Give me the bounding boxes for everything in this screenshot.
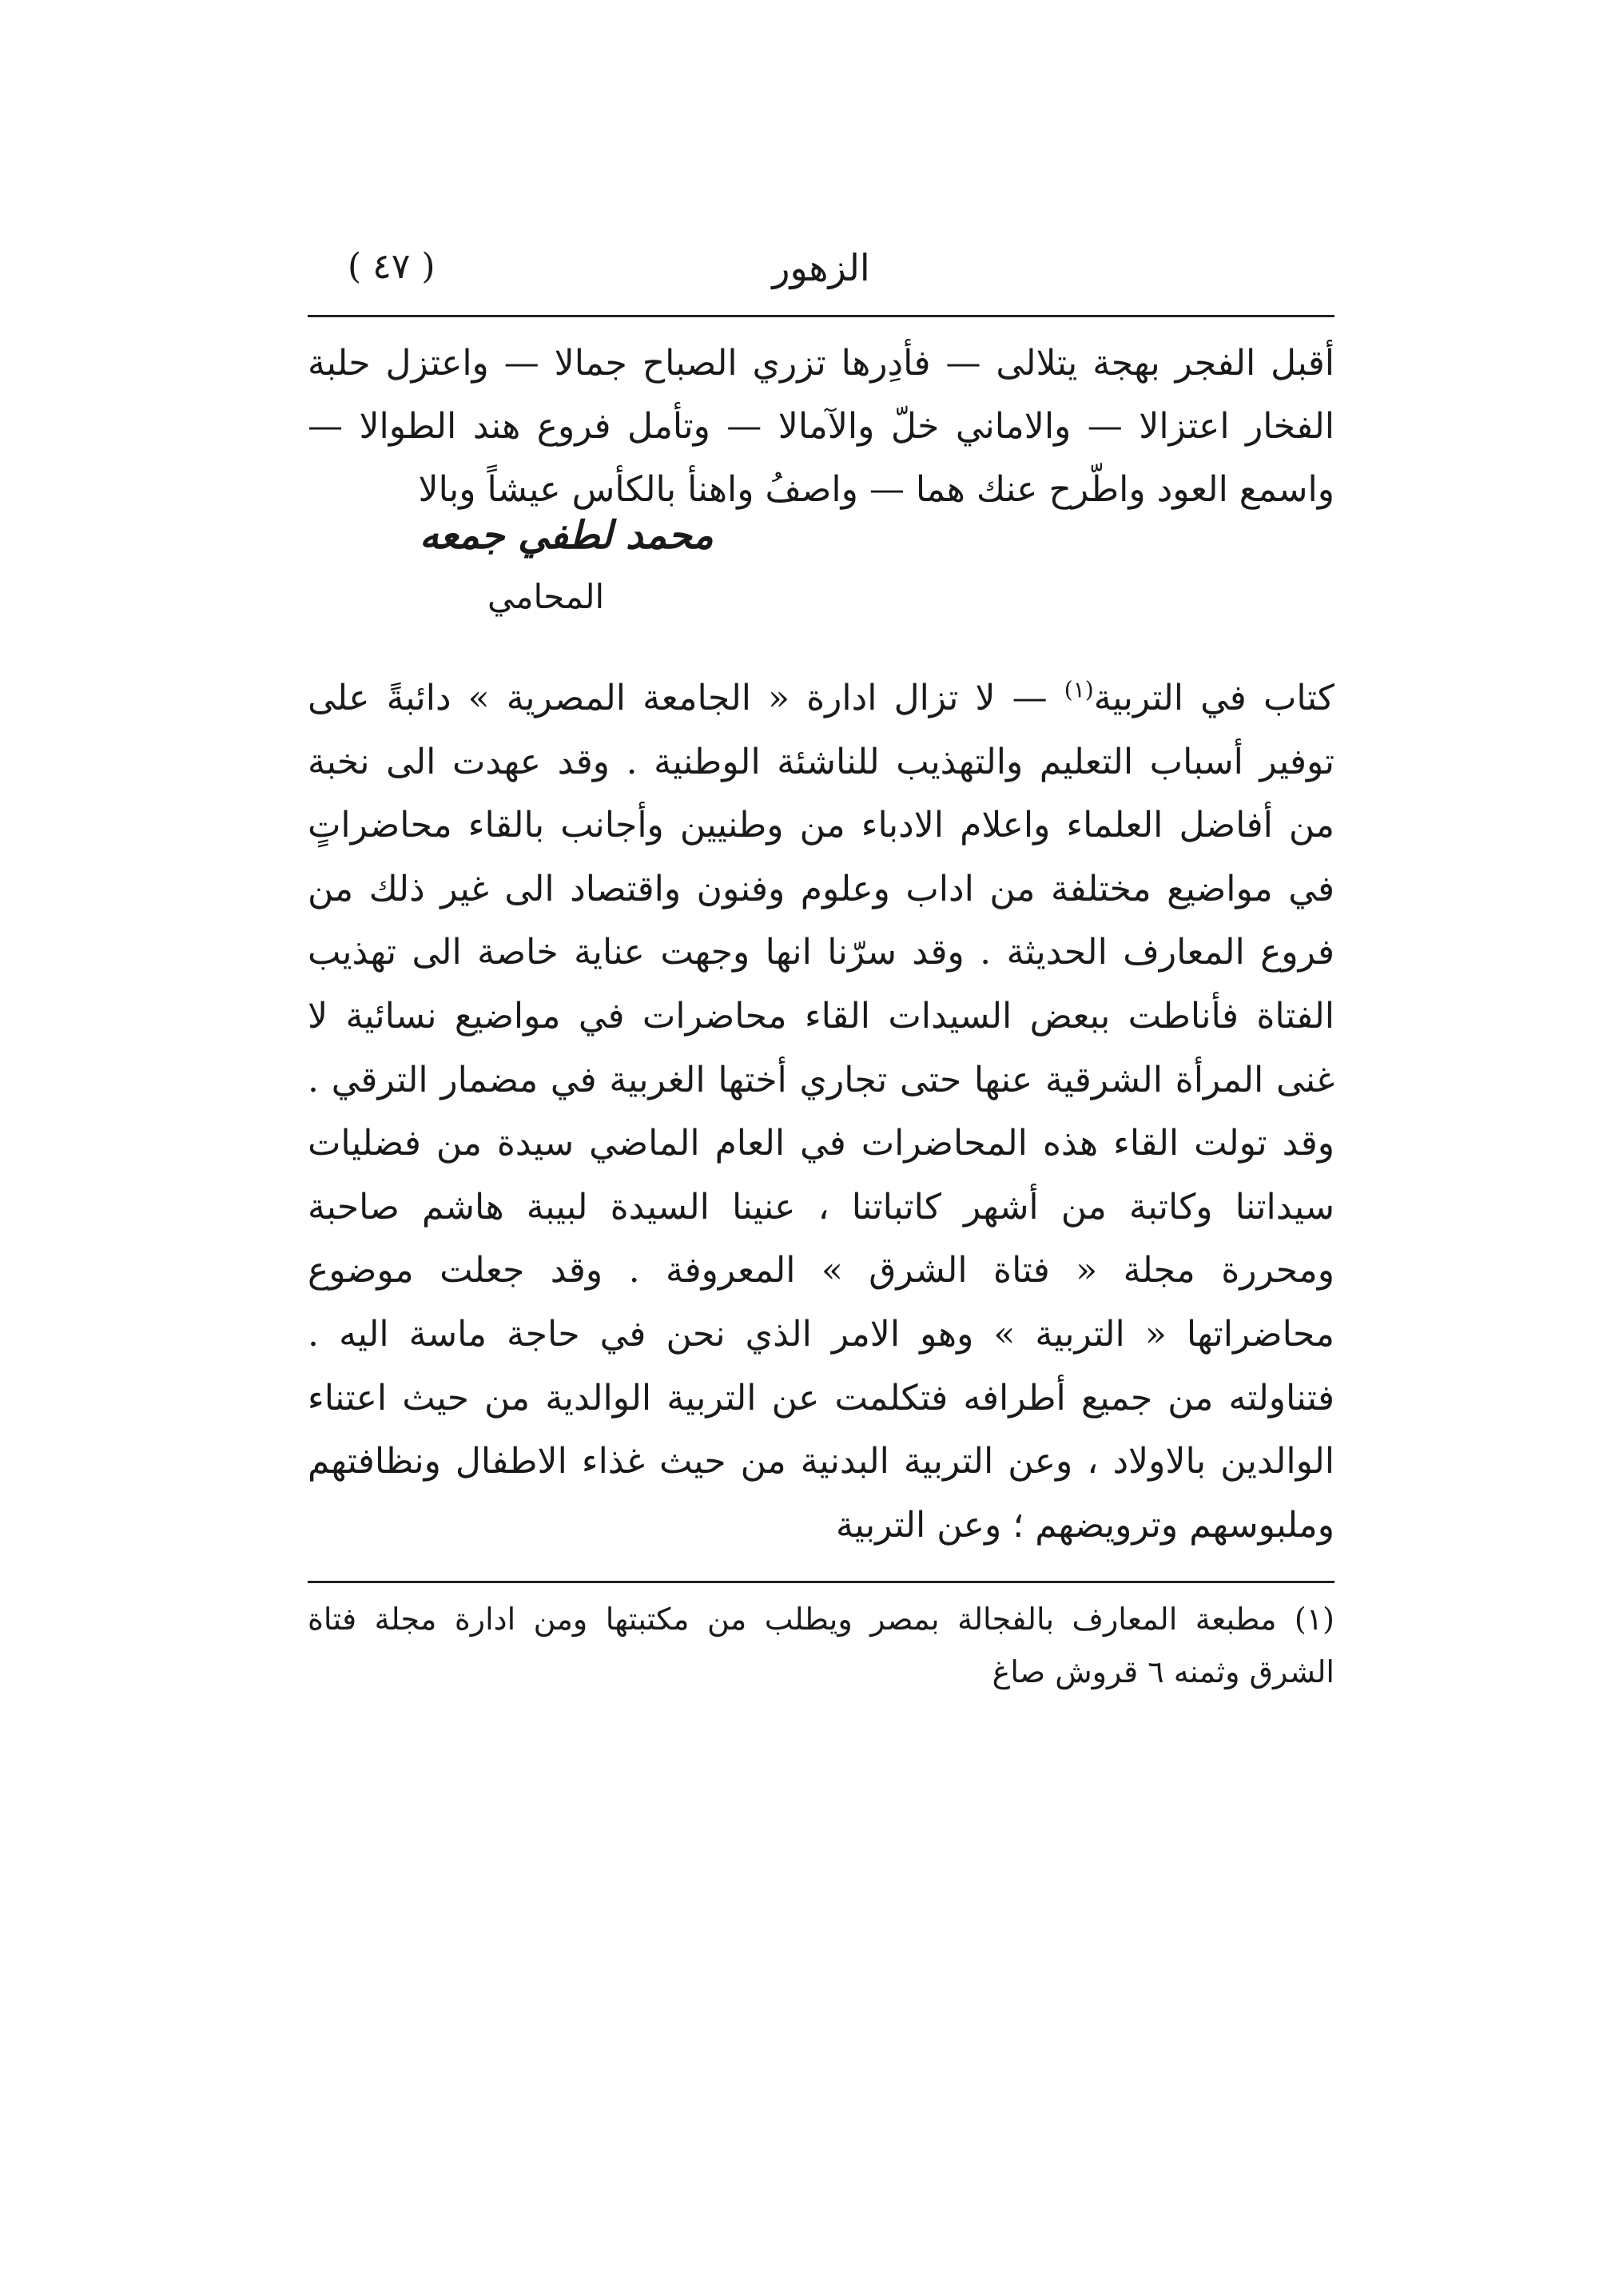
header-rule	[308, 315, 1335, 317]
page-header	[308, 240, 1335, 304]
page-number: ( ٤٧ )	[348, 246, 436, 287]
footnote-text: (١) مطبعة المعارف بالفجالة بمصر ويطلب من مكتبتها ومن ادارة مجلة فتاة الشرق وثمنه ٦ قروش صاغ	[308, 1602, 1335, 1690]
article-body: — لا تزال ادارة « الجامعة المصرية » دائبةً على توفير أسباب التعليم والتهذيب للناشئة الوطنية . وقد عهدت الى نخبة من أفاضل العلماء واعلام الادباء من وطنيين وأجانب بالقاء محاضراتٍ في مواضيع مختلفة من اداب وعلوم وفنون واقتصاد الى غير ذلك من فروع المعارف الحديثة . وقد سرّنا انها وجهت عناية خاصة الى تهذيب الفتاة فأناطت ببعض السيدات القاء محاضرات في مواضيع نسائية لا غنى المرأة الشرقية عنها حتى تجاري أختها الغربية في مضمار الترقي . وقد تولت القاء هذه المحاضرات في العام الماضي سيدة من فضليات سيداتنا وكاتبة من أشهر كاتباتنا ، عنينا السيدة لبيبة هاشم صاحبة ومحررة مجلة « فتاة الشرق » المعروفة . وقد جعلت موضوع محاضراتها « التربية » وهو الامر الذي نحن في حاجة ماسة اليه . فتناولته من جميع أطرافه فتكلمت عن التربية الوالدية من حيث اعتناء الوالدين بالاولاد ، وعن التربية البدنية من حيث غذاء الاطفال ونظافتهم وملبوسهم وترويضهم ؛ وعن التربية	[308, 678, 1335, 1546]
signature-name: محمد لطفي جمعه	[420, 513, 714, 558]
signature-role: المحامي	[487, 577, 605, 616]
footnote-rule	[308, 1581, 1335, 1583]
page-title: الزهور	[772, 246, 870, 289]
footnote-reference: (١)	[1064, 676, 1094, 703]
signature-block	[308, 513, 1335, 641]
article-heading: كتاب في التربية	[1093, 678, 1335, 718]
poem-text: أقبل الفجر بهجة يتلالى — فأدِرها تزري الصباح جمالا — واعتزل حلبة الفخار اعتزالا — والاماني خلّ والآمالا — وتأمل فروع هند الطوالا — واسمع العود واطّرح عنك هما — واصفُ واهنأ بالكأس عيشاً وبالا	[308, 343, 1335, 510]
book-page	[308, 240, 1335, 1698]
article-paragraph	[308, 667, 1335, 1557]
